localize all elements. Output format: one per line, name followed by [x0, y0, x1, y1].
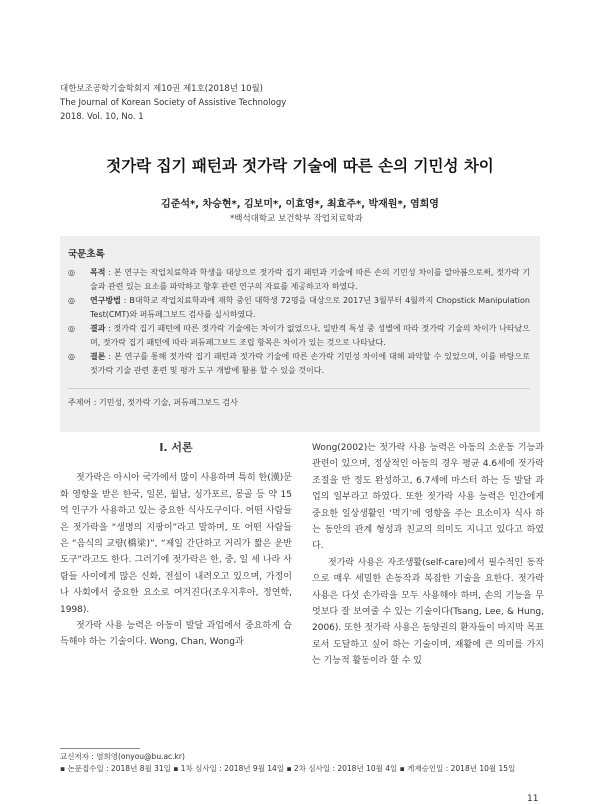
abstract-result — [68, 322, 530, 350]
bullet-icon: ◎ — [68, 268, 75, 277]
bullet-icon: ◎ — [68, 296, 75, 305]
submission-dates: ▪ 논문접수일 : 2018년 8월 31일 ▪ 1차 심사일 : 2018년 9월 14일 ▪ 2차 심사일 : 2018년 10월 4일 ▪ 게재승인일 : 2018년 10월 15일 — [60, 764, 516, 773]
abstract-text: : 본 연구를 통해 젓가락 집기 패턴과 젓가락 기술에 따른 손가락 기민성 차이에 대해 파악할 수 있었으며, 이를 바탕으로 젓가락 기술 관련 훈련 및 평가 도구 개발에 활용 할 수 있을 것이다. — [90, 352, 530, 375]
abstract-divider — [68, 388, 530, 389]
page-number: 11 — [527, 794, 539, 804]
author-affiliation: *백석대학교 보건학부 작업치료학과 — [230, 214, 363, 224]
keywords-label: 주제어 — [68, 398, 92, 407]
body-paragraph: 젓가락 사용 능력은 아동이 발달 과업에서 중요하게 습득해야 하는 기술이다. Wong, Chan, Wong과 — [60, 621, 292, 648]
body-paragraph: 젓가락은 아시아 국가에서 많이 사용하며 특히 한(漢)문화 영향을 받은 한국, 일본, 월남, 싱가포르, 몽골 등 약 15억 인구가 사용하고 있는 중요한 식사도구이다. 어떤 사람들은 젓가락을 “생명의 지팡이”라고 말하며, 또 어떤 사람들은 “음식의 교량(橋梁)”, “제일 간단하고 거리가 짧은 운반도구”라고도 한다. 그러기에 젓가락은 한, 중, 일 세 나라 사람들 사이에게 많은 신화, 전설이 내려오고 있으며, 가정이나 사회에서 중요한 요소로 여겨진다(조우지후아, 정연학, 1998). — [60, 473, 292, 615]
abstract-conclusion — [68, 350, 530, 378]
abstract-method — [68, 294, 530, 322]
abstract-label: 결과 — [90, 324, 106, 333]
body-column-left — [60, 440, 292, 651]
abstract-purpose — [68, 266, 530, 294]
abstract-text: : 젓가락 집기 패턴에 따른 젓가락 기술에는 차이가 없었으나, 일반적 특성 중 성별에 따라 젓가락 기술의 차이가 나타났으며, 젓가락 집기 패턴에 따라 퍼듀페그보드 조립 항목은 차이가 있는 것으로 나타났다. — [90, 324, 530, 347]
corresponding-author: 교신저자 : 염희영(onyou@bu.ac.kr) — [60, 752, 185, 761]
journal-volume-en: 2018. Vol. 10, No. 1 — [60, 112, 144, 122]
journal-info — [60, 82, 286, 124]
body-paragraph: 젓가락 사용은 자조생활(self-care)에서 필수적인 동작으로 매우 세밀한 손동작과 복잡한 기술을 요한다. 젓가락 사용은 다섯 손가락을 모두 사용해야 하며, 손의 기능을 무엇보다 잘 보여줄 수 있는 기술이다(Tsang, Lee, & Hung, 2006). 또한 젓가락 사용은 동양권의 환자들이 마지막 목표로서 도달하고 싶어 하는 기술이며, 재활에 큰 의미를 가지는 기능적 활동이라 할 수 있 — [312, 557, 544, 667]
author-list: 김준석*, 차승현*, 김보미*, 이효영*, 최효주*, 박재원*, 염희영 — [161, 199, 439, 210]
abstract-box — [60, 236, 540, 432]
section-heading: I. 서론 — [159, 441, 193, 454]
abstract-text: : B대학교 작업치료학과에 재학 중인 대학생 72명을 대상으로 2017년 3월부터 4월까지 Chopstick Manipulation Test(CMT)와 퍼듀페그보드 검사를 실시하였다. — [90, 296, 530, 319]
bullet-icon: ◎ — [68, 324, 75, 333]
body-paragraph: Wong(2002)는 젓가락 사용 능력은 아동의 소운동 기능과 관련이 있으며, 정상적인 아동의 경우 평균 4.6세에 젓가락 조절을 반 정도 완성하고, 6.7세에 마스터 하는 등 발달 과업의 일부라고 하였다. 또한 젓가락 사용 능력은 인간에게 중요한 일상생활인 ‘먹기’에 영향을 주는 요소이자 식사 하는 동안의 관계 형성과 친교의 의미도 지니고 있다고 하였다. — [312, 443, 544, 552]
abstract-label: 결론 — [90, 352, 106, 361]
bullet-icon: ◎ — [68, 352, 75, 361]
paper-title: 젓가락 집기 패턴과 젓가락 기술에 따른 손의 기민성 차이 — [106, 157, 494, 175]
footnote-divider — [60, 748, 140, 749]
body-column-right — [312, 440, 544, 670]
journal-volume-kr: 대한보조공학기술학회지 제10권 제1호(2018년 10월) — [60, 84, 263, 94]
keywords — [68, 397, 530, 408]
abstract-label: 연구방법 — [90, 296, 121, 305]
abstract-heading: 국문초록 — [68, 249, 105, 260]
footnote — [60, 751, 550, 775]
journal-name-en: The Journal of Korean Society of Assistive Technology — [60, 98, 287, 108]
abstract-text: : 본 연구는 작업치료학과 학생을 대상으로 젓가락 집기 패턴과 기술에 따른 손의 기민성 차이를 알아봄으로써, 젓가락 기술과 관련 있는 요소를 파악하고 향후 관련 연구의 자료를 제공하고자 하였다. — [90, 268, 530, 291]
abstract-label: 목적 — [90, 268, 106, 277]
keywords-text: : 기민성, 젓가락 기술, 퍼듀페그보드 검사 — [91, 398, 238, 407]
